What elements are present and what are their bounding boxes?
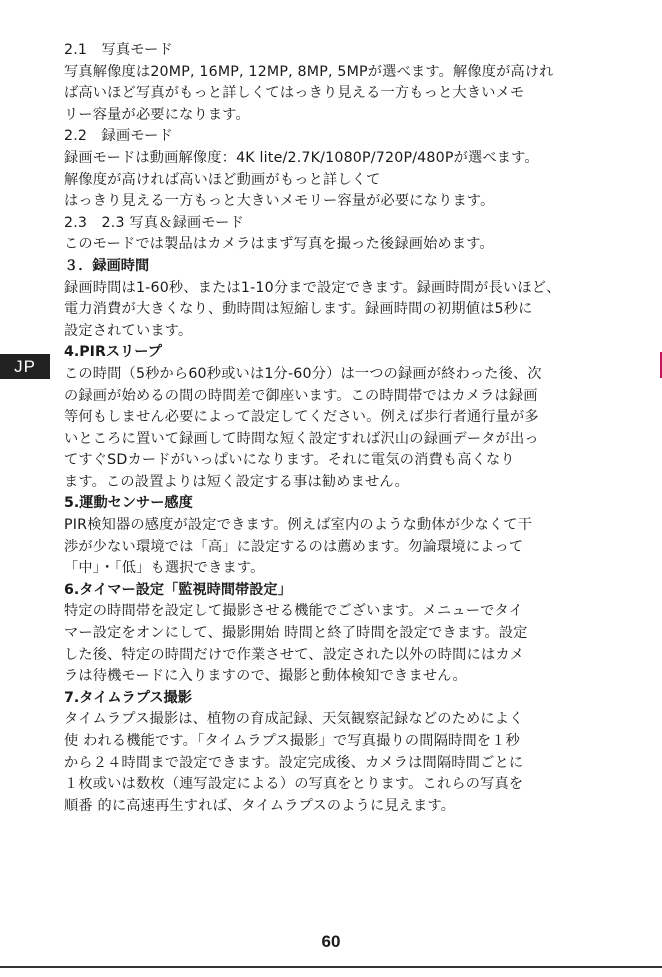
body-line: した後、特定の時間だけで作業させて、設定された以外の時間にはカメ: [64, 646, 525, 663]
section-heading: 5.運動センサー感度: [64, 495, 193, 512]
body-line: の録画が始めるの間の時間差で御座います。この時間帯ではカメラは録画: [64, 387, 538, 404]
body-line: 使 われる機能です。「タイムラプス撮影」で写真撮りの間隔時間を１秒: [64, 733, 521, 749]
section-4: [64, 342, 624, 493]
manual-content: [64, 40, 624, 817]
body-line: このモードでは製品はカメラはまず写真を撮った後録画始めます。: [64, 236, 494, 253]
body-line: ラは待機モードに入りますので、撮影と動体検知できません。: [64, 668, 467, 685]
body-line: いところに置いて録画して時間な短く設定すれば沢山の録画データが出っ: [64, 430, 539, 447]
body-line: 写真解像度は20MP, 16MP, 12MP, 8MP, 5MPが選べます。解像度が高けれ: [64, 63, 554, 80]
body-line: 録画モードは動画解像度：4K lite/2.7K/1080P/720P/480Pが選べます。: [64, 149, 539, 166]
section-7: [64, 688, 624, 818]
section-2-3: [64, 213, 624, 256]
section-heading: 6.タイマー設定「監視時間帯設定」: [64, 581, 292, 598]
section-heading: 4.PIRスリープ: [64, 344, 162, 361]
body-line: この時間（5秒から60秒或いは1分-60分）は一つの録画が終わった後、次: [64, 365, 542, 382]
body-line: 電力消費が大きくなり、動時間は短縮します。録画時間の初期値は5秒に: [64, 301, 533, 318]
section-heading: 7.タイムラプス撮影: [64, 689, 192, 706]
body-line: PIR検知器の感度が設定できます。例えば室内のような動体が少なくて干: [64, 517, 533, 534]
section-heading: 2.2 録画モード: [64, 128, 173, 145]
section-3: [64, 256, 624, 342]
body-line: 解像度が高ければ高いほど動画がもっと詳しくて: [64, 171, 381, 188]
bottom-rule: [0, 966, 662, 968]
section-2-2: [64, 126, 624, 212]
body-line: マー設定をオンにして、撮影開始 時間と終了時間を設定できます。設定: [64, 625, 528, 642]
section-2-1: [64, 40, 624, 126]
section-6: [64, 580, 624, 688]
body-line: タイムラプス撮影は、植物の育成記録、天気観察記録などのためによく: [64, 711, 524, 728]
body-line: 「中」・「低」も選択できます。: [64, 560, 265, 577]
language-tab: JP: [0, 354, 50, 379]
body-line: 設定されています。: [64, 322, 193, 339]
body-line: 等何もしません必要によって設定してください。例えば歩行者通行量が多: [64, 409, 539, 426]
section-heading: 2.3 2.3 写真＆録画モード: [64, 214, 244, 231]
body-line: から２４時間まで設定できます。設定完成後、カメラは間隔時間ごとに: [64, 754, 524, 771]
section-heading: 2.1 写真モード: [64, 42, 173, 58]
body-line: てすぐSDカードがいっぱいになります。それに電気の消費も高くなり: [64, 452, 515, 469]
page-number: 60: [321, 932, 341, 951]
body-line: リー容量が必要になります。: [64, 106, 250, 123]
body-line: ます。この設置よりは短く設定する事は勧めません。: [64, 473, 410, 490]
section-5: [64, 493, 624, 579]
body-line: 順番 的に高速再生すれば、タイムラプスのように見えます。: [64, 797, 456, 814]
body-line: ば高いほど写真がもっと詳しくてはっきり見える一方もっと大きいメモ: [64, 85, 525, 102]
section-heading: ３．録画時間: [64, 257, 150, 274]
body-line: はっきり見える一方もっと大きいメモリー容量が必要になります。: [64, 193, 495, 210]
body-line: 渉が少ない環境では「高」に設定するのは薦めます。勿論環境によって: [64, 538, 524, 555]
body-line: １枚或いは数枚（連写設定による）の写真をとります。これらの写真を: [64, 776, 524, 793]
body-line: 録画時間は1-60秒、または1-10分まで設定できます。録画時間が長いほど、: [64, 279, 561, 296]
body-line: 特定の時間帯を設定して撮影させる機能でございます。メニューでタイ: [64, 603, 523, 620]
